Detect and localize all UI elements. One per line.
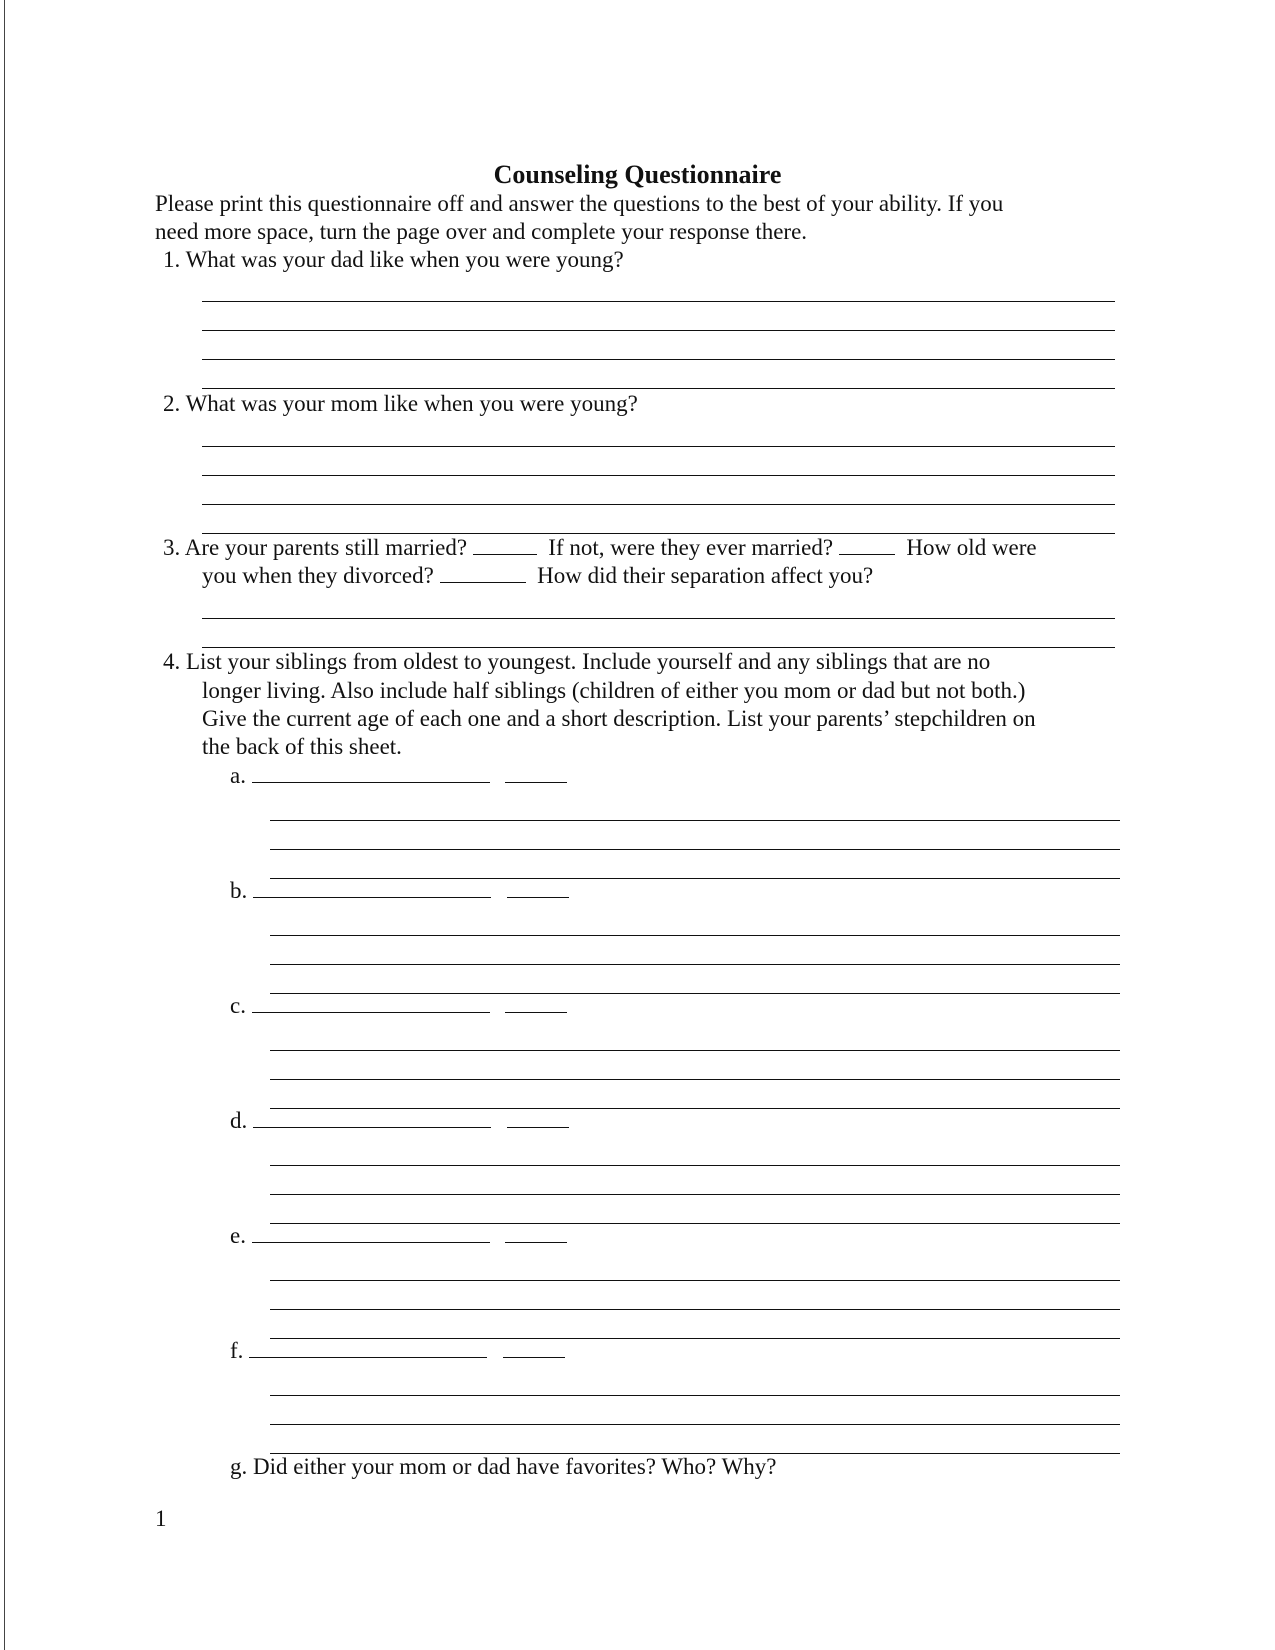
sibling-age-blank[interactable] <box>507 1109 569 1128</box>
sibling-a-description-line-2[interactable] <box>270 849 1120 850</box>
sibling-entry-f <box>230 1337 565 1365</box>
sibling-entry-d <box>230 1107 569 1135</box>
sibling-label: c. <box>230 993 246 1018</box>
q1-answer-line-1[interactable] <box>202 301 1115 302</box>
sibling-label: a. <box>230 763 246 788</box>
sibling-age-blank[interactable] <box>505 1224 567 1243</box>
q1-answer-line-3[interactable] <box>202 359 1115 360</box>
sibling-f-description-line-1[interactable] <box>270 1395 1120 1396</box>
ever-married-blank[interactable] <box>839 536 895 555</box>
q2-answer-line-2[interactable] <box>202 475 1115 476</box>
question-4-line-4: the back of this sheet. <box>202 734 402 759</box>
question-3-separation: How did their separation affect you? <box>537 563 874 588</box>
sibling-name-blank[interactable] <box>252 764 490 783</box>
sibling-label: f. <box>230 1338 244 1363</box>
question-2-number: 2. <box>163 391 181 416</box>
sibling-b-description-line-1[interactable] <box>270 935 1120 936</box>
question-3-ever-married: If not, were they ever married? <box>548 535 834 560</box>
page-edge-line <box>4 0 5 1650</box>
question-1 <box>163 246 624 274</box>
sibling-entry-a <box>230 762 567 790</box>
sibling-entry-b <box>230 877 569 905</box>
q3-answer-line-1[interactable] <box>202 618 1115 619</box>
sibling-c-description-line-2[interactable] <box>270 1079 1120 1080</box>
question-3-line-1 <box>163 534 1037 562</box>
question-3-still-married: Are your parents still married? <box>184 535 468 560</box>
intro-text-line-1: Please print this questionnaire off and answer the questions to the best of your ability. If you <box>155 191 1004 216</box>
sibling-name-blank[interactable] <box>252 1224 490 1243</box>
still-married-blank[interactable] <box>473 536 537 555</box>
question-3-divorced: you when they divorced? <box>202 563 434 588</box>
sibling-name-blank[interactable] <box>253 879 491 898</box>
question-4-number: 4. <box>163 649 181 674</box>
question-3-number: 3. <box>163 535 181 560</box>
sibling-label: e. <box>230 1223 246 1248</box>
q2-answer-line-3[interactable] <box>202 504 1115 505</box>
question-4-text-1: List your siblings from oldest to youngest. Include yourself and any siblings that are no <box>186 649 991 674</box>
sibling-d-description-line-2[interactable] <box>270 1194 1120 1195</box>
sibling-e-description-line-1[interactable] <box>270 1280 1120 1281</box>
sibling-name-blank[interactable] <box>252 994 490 1013</box>
question-4g <box>230 1453 777 1481</box>
sibling-name-blank[interactable] <box>253 1109 491 1128</box>
sibling-label: b. <box>230 878 248 903</box>
q1-answer-line-2[interactable] <box>202 330 1115 331</box>
q1-answer-line-4[interactable] <box>202 388 1115 389</box>
intro-text-line-2: need more space, turn the page over and complete your response there. <box>155 219 808 244</box>
q2-answer-line-1[interactable] <box>202 446 1115 447</box>
sibling-entry-e <box>230 1222 567 1250</box>
sibling-age-blank[interactable] <box>505 994 567 1013</box>
sibling-c-description-line-1[interactable] <box>270 1050 1120 1051</box>
page-title: Counseling Questionnaire <box>493 160 782 189</box>
question-3-how-old: How old were <box>906 535 1037 560</box>
sibling-entry-c <box>230 992 567 1020</box>
sibling-f-description-line-2[interactable] <box>270 1424 1120 1425</box>
question-2-text: What was your mom like when you were young? <box>185 391 638 416</box>
question-4-line-1 <box>163 648 990 676</box>
sibling-age-blank[interactable] <box>505 764 567 783</box>
question-1-text: What was your dad like when you were young? <box>185 247 624 272</box>
sibling-name-blank[interactable] <box>249 1339 487 1358</box>
sibling-d-description-line-1[interactable] <box>270 1165 1120 1166</box>
sibling-b-description-line-2[interactable] <box>270 964 1120 965</box>
page-number: 1 <box>155 1506 167 1531</box>
question-4-line-2: longer living. Also include half siblings (children of either you mom or dad but not both.) <box>202 678 1026 703</box>
sibling-a-description-line-1[interactable] <box>270 820 1120 821</box>
question-4-line-3: Give the current age of each one and a short description. List your parents’ stepchildren on <box>202 706 1036 731</box>
sibling-e-description-line-2[interactable] <box>270 1309 1120 1310</box>
question-3-line-2 <box>202 562 873 590</box>
divorce-age-blank[interactable] <box>440 564 526 583</box>
question-2 <box>163 390 638 418</box>
question-1-number: 1. <box>163 247 181 272</box>
sibling-age-blank[interactable] <box>503 1339 565 1358</box>
question-4g-label: g. <box>230 1454 248 1479</box>
sibling-label: d. <box>230 1108 248 1133</box>
sibling-age-blank[interactable] <box>507 879 569 898</box>
question-4g-text: Did either your mom or dad have favorites? Who? Why? <box>253 1454 777 1479</box>
